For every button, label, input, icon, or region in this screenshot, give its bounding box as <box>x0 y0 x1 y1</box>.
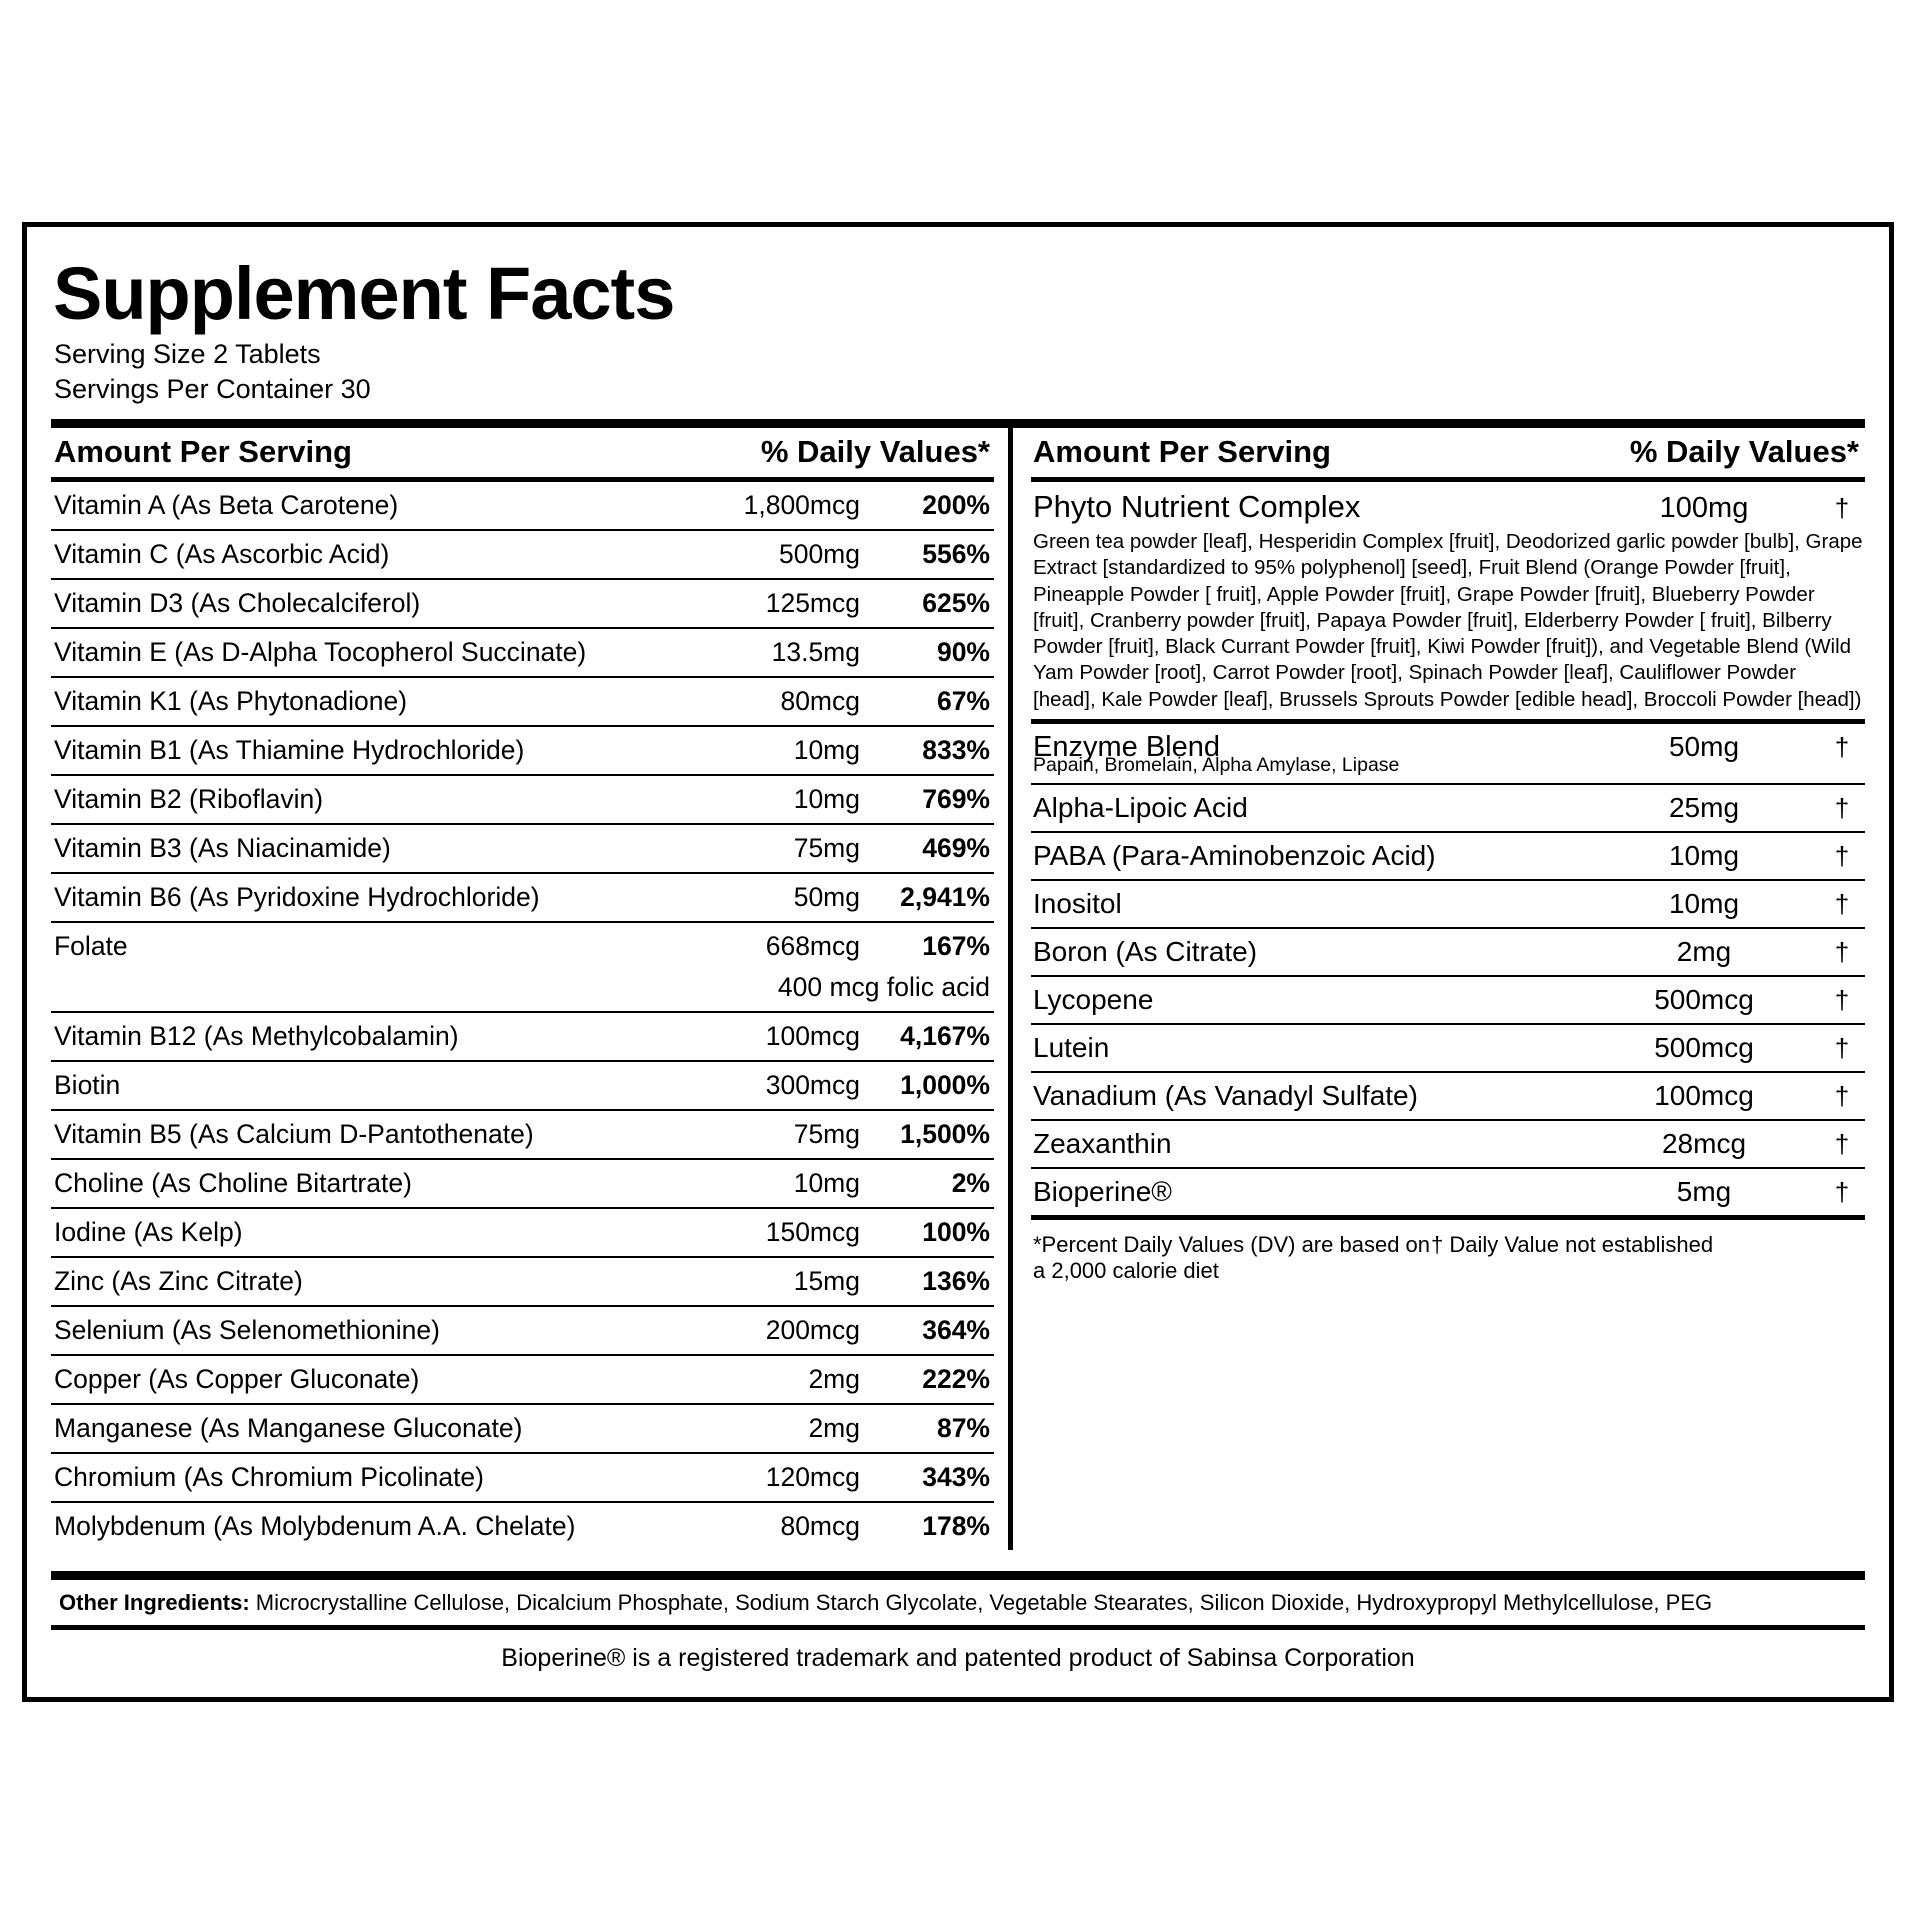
table-row <box>51 1454 994 1503</box>
nutrient-name: Zinc (As Zinc Citrate) <box>54 1266 303 1297</box>
table-row <box>1031 1121 1865 1169</box>
footnotes <box>1031 1220 1865 1284</box>
nutrient-amount: 300mcg <box>765 1070 860 1101</box>
nutrient-name: Vitamin B2 (Riboflavin) <box>54 784 324 815</box>
nutrient-amount: 2mg <box>808 1364 860 1395</box>
nutrient-dv: 833% <box>922 735 990 766</box>
table-row <box>1031 785 1865 833</box>
table-row <box>51 874 994 923</box>
nutrient-dv: 67% <box>936 686 990 717</box>
nutrient-name: Vitamin B12 (As Methylcobalamin) <box>54 1021 459 1052</box>
nutrient-name: Manganese (As Manganese Gluconate) <box>54 1413 523 1444</box>
amount-per-serving-label: Amount Per Serving <box>54 434 352 470</box>
nutrient-amount: 125mcg <box>765 588 860 619</box>
amount-per-serving-label-right: Amount Per Serving <box>1033 434 1331 470</box>
right-column <box>1013 428 1865 1550</box>
supplement-facts-panel <box>22 222 1894 1702</box>
nutrient-dv: 1,000% <box>900 1070 990 1101</box>
table-row <box>51 482 994 531</box>
nutrient-dv: 469% <box>922 833 990 864</box>
nutrient-dv: 100% <box>922 1217 990 1248</box>
nutrient-name: Vitamin B5 (As Calcium D-Pantothenate) <box>54 1119 534 1150</box>
nutrient-dv: 87% <box>936 1413 990 1444</box>
nutrient-name: Vitamin A (As Beta Carotene) <box>54 490 399 521</box>
nutrient-amount: 10mg <box>793 735 860 766</box>
ingredient-name: Lutein <box>1033 1031 1110 1063</box>
ingredient-dagger: † <box>1834 888 1850 919</box>
folate-subtext-row <box>51 970 994 1013</box>
ingredient-amount: 500mcg <box>1654 1031 1754 1063</box>
nutrient-name: Iodine (As Kelp) <box>54 1217 243 1248</box>
ingredient-name: Boron (As Citrate) <box>1033 935 1258 967</box>
nutrient-dv: 167% <box>922 931 990 962</box>
phyto-nutrient-complex-row <box>1031 482 1865 527</box>
nutrient-name: Vitamin C (As Ascorbic Acid) <box>54 539 390 570</box>
left-column <box>51 428 1013 1550</box>
trademark-notice: Bioperine® is a registered trademark and patented product of Sabinsa Corporation <box>501 1644 1415 1672</box>
daily-values-label: % Daily Values* <box>760 434 990 470</box>
nutrient-amount: 80mcg <box>780 1511 860 1542</box>
nutrient-dv: 2,941% <box>900 882 990 913</box>
nutrient-amount: 1,800mcg <box>743 490 860 521</box>
table-row <box>51 825 994 874</box>
nutrient-amount: 500mg <box>778 539 860 570</box>
ingredient-amount: 25mg <box>1668 791 1740 823</box>
table-row <box>51 678 994 727</box>
nutrient-dv: 222% <box>922 1364 990 1395</box>
table-row <box>51 1258 994 1307</box>
table-row <box>1031 929 1865 977</box>
nutrient-name: Chromium (As Chromium Picolinate) <box>54 1462 484 1493</box>
table-row <box>51 1160 994 1209</box>
ingredient-dagger: † <box>1834 1128 1850 1159</box>
ingredient-amount: 10mg <box>1668 887 1740 919</box>
ingredient-dagger: † <box>1834 1176 1850 1207</box>
enzyme-amount: 50mg <box>1668 730 1740 762</box>
nutrient-amount: 75mg <box>793 833 860 864</box>
nutrient-dv: 556% <box>922 539 990 570</box>
nutrient-amount: 668mcg <box>765 931 860 962</box>
nutrient-name: Vitamin B3 (As Niacinamide) <box>54 833 391 864</box>
table-row <box>51 1356 994 1405</box>
table-row <box>51 776 994 825</box>
table-row <box>51 1062 994 1111</box>
table-row <box>51 1503 994 1550</box>
ingredient-amount: 500mcg <box>1654 983 1754 1015</box>
page-title: Supplement Facts <box>53 252 675 335</box>
nutrient-name: Vitamin E (As D-Alpha Tocopherol Succinate) <box>54 637 587 668</box>
table-row <box>51 580 994 629</box>
nutrient-amount: 15mg <box>793 1266 860 1297</box>
nutrient-amount: 200mcg <box>765 1315 860 1346</box>
nutrient-dv: 343% <box>922 1462 990 1493</box>
nutrient-name: Selenium (As Selenomethionine) <box>54 1315 440 1346</box>
footnote-dagger: † Daily Value not established <box>1431 1231 1714 1257</box>
folate-subtext: 400 mcg folic acid <box>777 972 990 1003</box>
nutrient-name: Vitamin B1 (As Thiamine Hydrochloride) <box>54 735 525 766</box>
nutrient-name: Folate <box>54 931 128 962</box>
ingredient-name: Alpha-Lipoic Acid <box>1033 791 1248 823</box>
enzyme-dagger: † <box>1834 731 1850 762</box>
table-row <box>51 1209 994 1258</box>
ingredient-dagger: † <box>1834 792 1850 823</box>
nutrient-amount: 10mg <box>793 784 860 815</box>
nutrient-dv: 200% <box>922 490 990 521</box>
table-row <box>1031 833 1865 881</box>
serving-size: Serving Size 2 Tablets <box>54 339 321 369</box>
ingredient-amount: 2mg <box>1676 935 1732 967</box>
nutrient-amount: 2mg <box>808 1413 860 1444</box>
nutrient-dv: 769% <box>922 784 990 815</box>
table-row <box>1031 977 1865 1025</box>
table-row <box>51 531 994 580</box>
nutrient-dv: 178% <box>922 1511 990 1542</box>
ingredient-amount: 100mcg <box>1654 1079 1754 1111</box>
nutrient-name: Choline (As Choline Bitartrate) <box>54 1168 412 1199</box>
right-column-header <box>1031 428 1865 477</box>
nutrient-name: Vitamin D3 (As Cholecalciferol) <box>54 588 421 619</box>
ingredient-dagger: † <box>1834 984 1850 1015</box>
nutrient-dv: 364% <box>922 1315 990 1346</box>
ingredient-name: Lycopene <box>1033 983 1154 1015</box>
ingredient-name: PABA (Para-Aminobenzoic Acid) <box>1033 839 1436 871</box>
ingredient-dagger: † <box>1834 1032 1850 1063</box>
nutrient-amount: 100mcg <box>765 1021 860 1052</box>
ingredient-name: Inositol <box>1033 887 1122 919</box>
ingredient-amount: 28mcg <box>1661 1127 1747 1159</box>
other-ingredients-body: Microcrystalline Cellulose, Dicalcium Phosphate, Sodium Starch Glycolate, Vegetable Stearates, Silicon Dioxide, Hydroxypropyl Methylcellulose, PEG <box>249 1589 1713 1615</box>
ingredient-name: Bioperine® <box>1033 1175 1172 1207</box>
table-row <box>51 1307 994 1356</box>
ingredient-dagger: † <box>1834 936 1850 967</box>
other-ingredients-label: Other Ingredients: <box>59 1589 250 1615</box>
other-ingredients <box>51 1580 1865 1625</box>
ingredient-amount: 5mg <box>1676 1175 1732 1207</box>
nutrient-amount: 75mg <box>793 1119 860 1150</box>
phyto-name: Phyto Nutrient Complex <box>1033 489 1361 525</box>
phyto-dagger: † <box>1834 493 1850 524</box>
nutrient-amount: 150mcg <box>765 1217 860 1248</box>
table-row <box>1031 881 1865 929</box>
nutrient-amount: 13.5mg <box>771 637 860 668</box>
ingredient-amount: 10mg <box>1668 839 1740 871</box>
nutrient-amount: 50mg <box>793 882 860 913</box>
nutrient-dv: 1,500% <box>900 1119 990 1150</box>
ingredient-dagger: † <box>1834 840 1850 871</box>
nutrient-amount: 120mcg <box>765 1462 860 1493</box>
phyto-amount: 100mg <box>1659 492 1749 525</box>
table-row <box>51 629 994 678</box>
header-divider <box>51 419 1865 428</box>
table-row <box>51 1111 994 1160</box>
table-row <box>51 1405 994 1454</box>
table-row <box>1031 1169 1865 1215</box>
nutrient-name: Copper (As Copper Gluconate) <box>54 1364 420 1395</box>
nutrient-amount: 10mg <box>793 1168 860 1199</box>
footnote-daily-values: *Percent Daily Values (DV) are based on a 2,000 calorie diet <box>1033 1231 1431 1283</box>
nutrient-name: Vitamin B6 (As Pyridoxine Hydrochloride) <box>54 882 540 913</box>
nutrient-name: Biotin <box>54 1070 121 1101</box>
ingredient-name: Vanadium (As Vanadyl Sulfate) <box>1033 1079 1418 1111</box>
enzyme-name: Enzyme Blend <box>1033 730 1220 763</box>
footer <box>51 1559 1865 1683</box>
ingredient-name: Zeaxanthin <box>1033 1127 1172 1159</box>
table-row <box>1031 1073 1865 1121</box>
servings-per-container: Servings Per Container 30 <box>54 374 371 405</box>
nutrient-dv: 136% <box>922 1266 990 1297</box>
table-row <box>51 923 994 970</box>
nutrient-name: Molybdenum (As Molybdenum A.A. Chelate) <box>54 1511 576 1542</box>
enzyme-ingredients: Papain, Bromelain, Alpha Amylase, Lipase <box>1033 753 1400 776</box>
phyto-ingredients: Green tea powder [leaf], Hesperidin Complex [fruit], Deodorized garlic powder [bulb], Grape Extract [standardized to 95% polyphenol] [seed], Fruit Blend (Orange Powder [fruit], Pineapple Powder [ fruit], Apple Powder [fruit], Grape Powder [fruit], Blueberry Powder [fruit], Cranberry powder [fruit], Papaya Powder [fruit], Elderberry Powder [ fruit], Bilberry Powder [fruit], Black Currant Powder [fruit], Kiwi Powder [fruit]), and Vegetable Blend (Wild Yam Powder [root], Carrot Powder [root], Spinach Powder [leaf], Cauliflower Powder [head], Kale Powder [leaf], Brussels Sprouts Powder [edible head], Broccoli Powder [head]) <box>1033 530 1863 711</box>
nutrient-amount: 80mcg <box>780 686 860 717</box>
nutrient-dv: 2% <box>951 1168 990 1199</box>
table-row <box>51 727 994 776</box>
nutrient-dv: 90% <box>936 637 990 668</box>
nutrient-dv: 4,167% <box>900 1021 990 1052</box>
ingredient-dagger: † <box>1834 1080 1850 1111</box>
nutrient-dv: 625% <box>922 588 990 619</box>
nutrient-name: Vitamin K1 (As Phytonadione) <box>54 686 408 717</box>
table-row <box>1031 1025 1865 1073</box>
table-row <box>51 1013 994 1062</box>
nutrition-columns <box>51 428 1865 1550</box>
daily-values-label-right: % Daily Values* <box>1629 434 1859 470</box>
left-column-header <box>51 428 994 477</box>
other-ingredients-top-rule <box>51 1571 1865 1580</box>
